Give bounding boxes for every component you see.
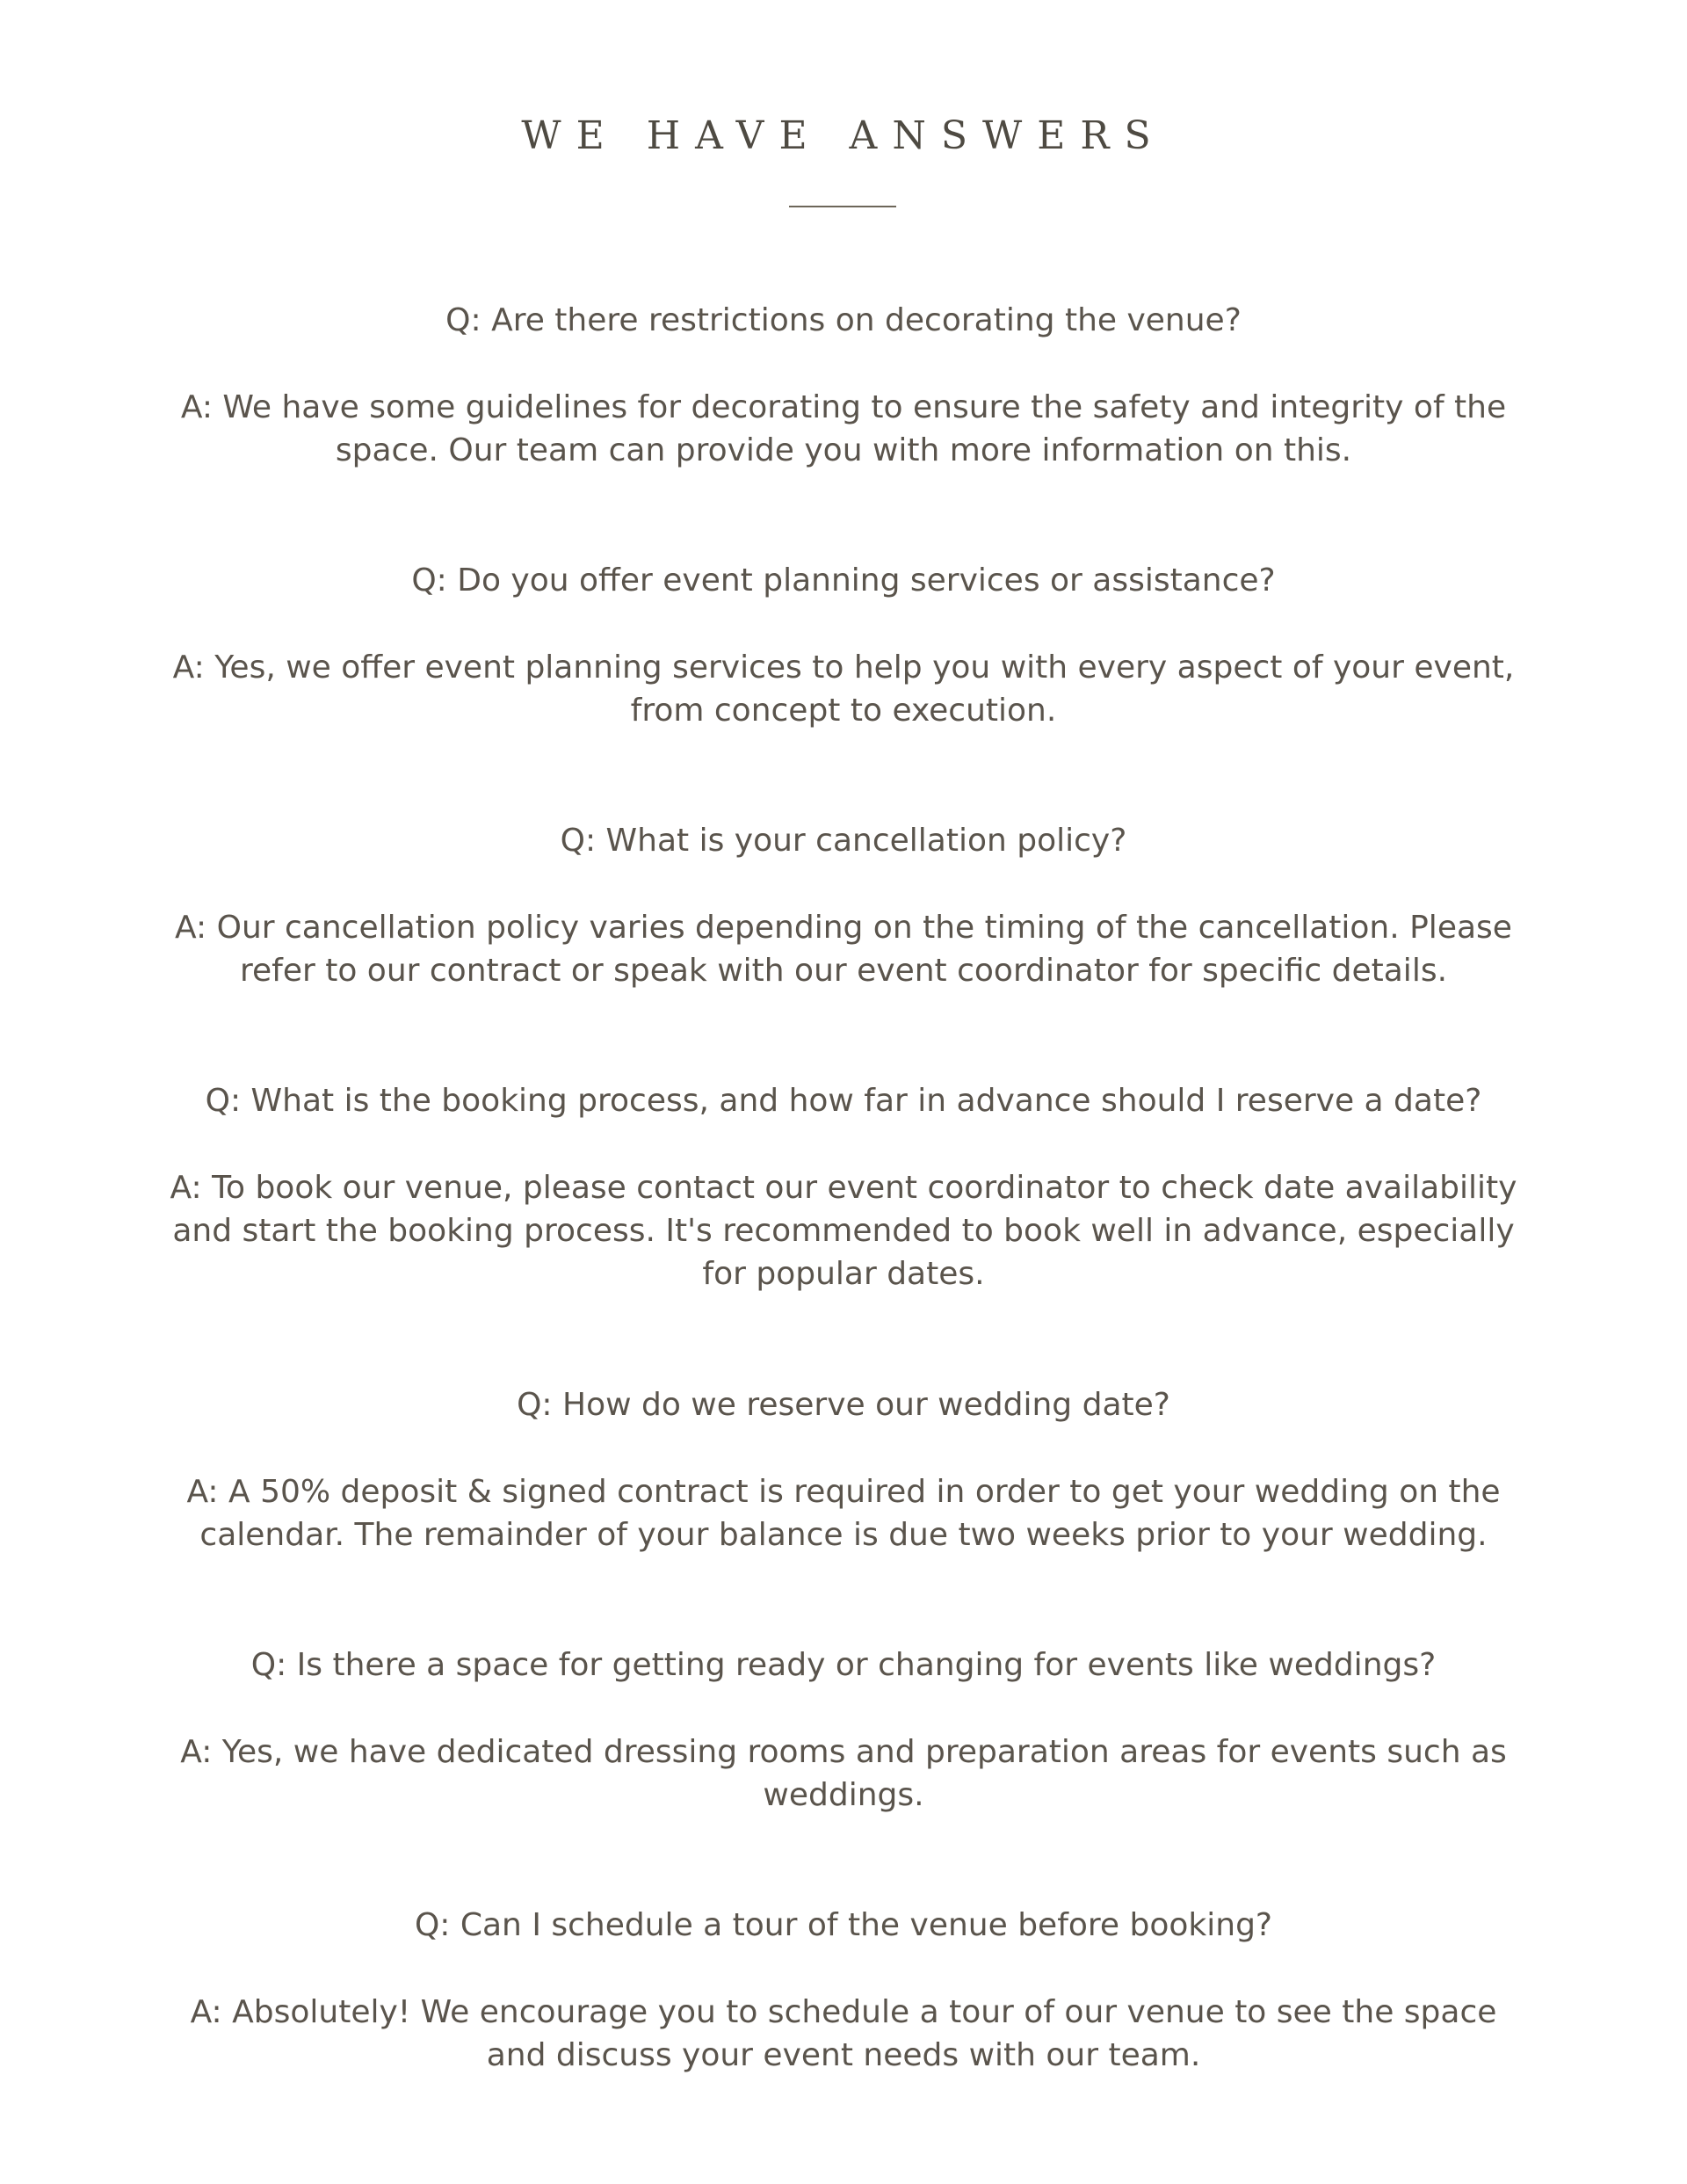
faq-question: Q: What is the booking process, and how far in advance should I reserve a date? [205,1083,1482,1119]
faq-item [167,1904,1520,2077]
faq-answer: A: Absolutely! We encourage you to schedule a tour of our venue to see the space and discuss your event needs with our team. [190,1994,1497,2073]
faq-answer: A: We have some guidelines for decorating to ensure the safety and integrity of the space. Our team can provide you with more information on this. [180,389,1507,468]
faq-item [167,1383,1520,1556]
page-title: WE HAVE ANSWERS [521,113,1166,158]
faq-answer: A: A 50% deposit & signed contract is required in order to get your wedding on the calendar. The remainder of your balance is due two weeks prior to your wedding. [186,1474,1501,1553]
faq-question: Q: What is your cancellation policy? [560,823,1127,859]
faq-question: Q: Is there a space for getting ready or changing for events like weddings? [250,1647,1437,1683]
faq-question: Q: Are there restrictions on decorating the venue? [445,302,1242,338]
faq-answer: A: Our cancellation policy varies depending on the timing of the cancellation. Please refer to our contract or speak with our event coordinator for specific details. [175,910,1512,989]
faq-item [167,559,1520,732]
faq-answer: A: Yes, we have dedicated dressing rooms and preparation areas for events such as weddings. [180,1734,1507,1813]
faq-answer: A: Yes, we offer event planning services to help you with every aspect of your event, from concept to execution. [172,649,1515,729]
faq-answer: A: To book our venue, please contact our event coordinator to check date availability and start the booking process. It's recommended to book well in advance, especially for popular dates. [170,1170,1517,1292]
faq-question: Q: Can I schedule a tour of the venue before booking? [414,1907,1273,1943]
faq-question: Q: Do you offer event planning services or assistance? [411,562,1276,599]
faq-item [167,1643,1520,1817]
faq-question: Q: How do we reserve our wedding date? [517,1387,1170,1423]
title-divider [789,206,896,207]
faq-item [167,299,1520,472]
faq-item [167,1079,1520,1295]
faq-item [167,819,1520,992]
